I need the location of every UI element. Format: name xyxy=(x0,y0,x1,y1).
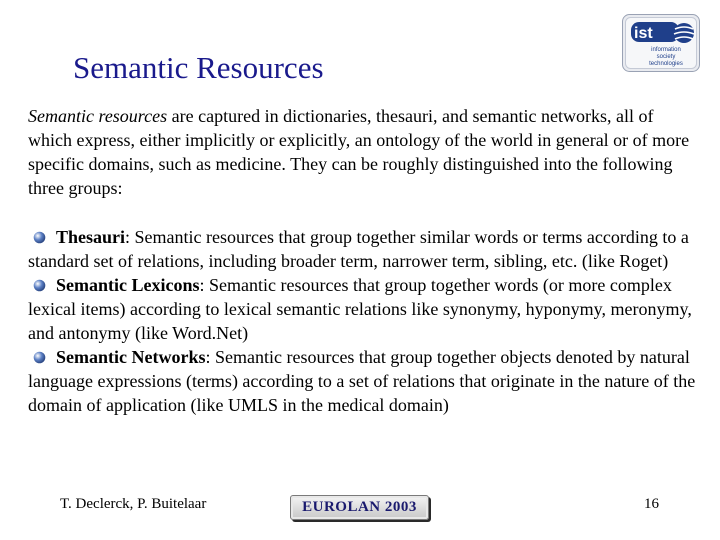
bullet-text: : Semantic resources that group together objects denoted by natural language expressions (terms) according to a set of relations that originate in the nature of the domain of application (like UMLS in the medical domain) xyxy=(28,347,696,415)
list-item-thesauri xyxy=(28,225,698,273)
bullet-term: Thesauri xyxy=(56,227,126,247)
ist-logo xyxy=(622,14,700,72)
page-number: 16 xyxy=(644,496,659,512)
list-item-semantic-networks xyxy=(28,345,698,417)
bullet-icon xyxy=(33,279,46,292)
bullet-term: Semantic Networks xyxy=(56,347,206,367)
bullet-icon xyxy=(33,351,46,364)
logo-line-1: information xyxy=(651,47,681,53)
footer-authors: T. Declerck, P. Buitelaar xyxy=(60,496,207,512)
bullet-term: Semantic Lexicons xyxy=(56,275,200,295)
logo-line-3: technologies xyxy=(649,61,683,67)
slide-title: Semantic Resources xyxy=(73,50,324,85)
list-item-semantic-lexicons xyxy=(28,273,698,345)
bullet-text: : Semantic resources that group together words (or more complex lexical items) according to lexical semantic relations like synonymy, hyponymy, meronymy, and antonymy (like Word.Net) xyxy=(28,275,692,343)
intro-text: are captured in dictionaries, thesauri, and semantic networks, all of which express, either implicitly or explicitly, an ontology of the world in general or of more specific domains, such as medicine. They can be roughly distinguished into the following three groups: xyxy=(28,106,690,198)
bullet-text: : Semantic resources that group together similar words or terms according to a standard set of relations, including broader term, narrower term, sibling, etc. (like Roget) xyxy=(28,227,689,271)
intro-paragraph xyxy=(28,104,698,200)
resource-group-list xyxy=(28,225,698,417)
logo-mark: ist xyxy=(634,25,653,42)
intro-emphasis: Semantic resources xyxy=(28,106,168,126)
bullet-icon xyxy=(33,231,46,244)
logo-line-2: society xyxy=(656,54,676,60)
eurolan-badge: EUROLAN 2003 xyxy=(290,495,429,520)
